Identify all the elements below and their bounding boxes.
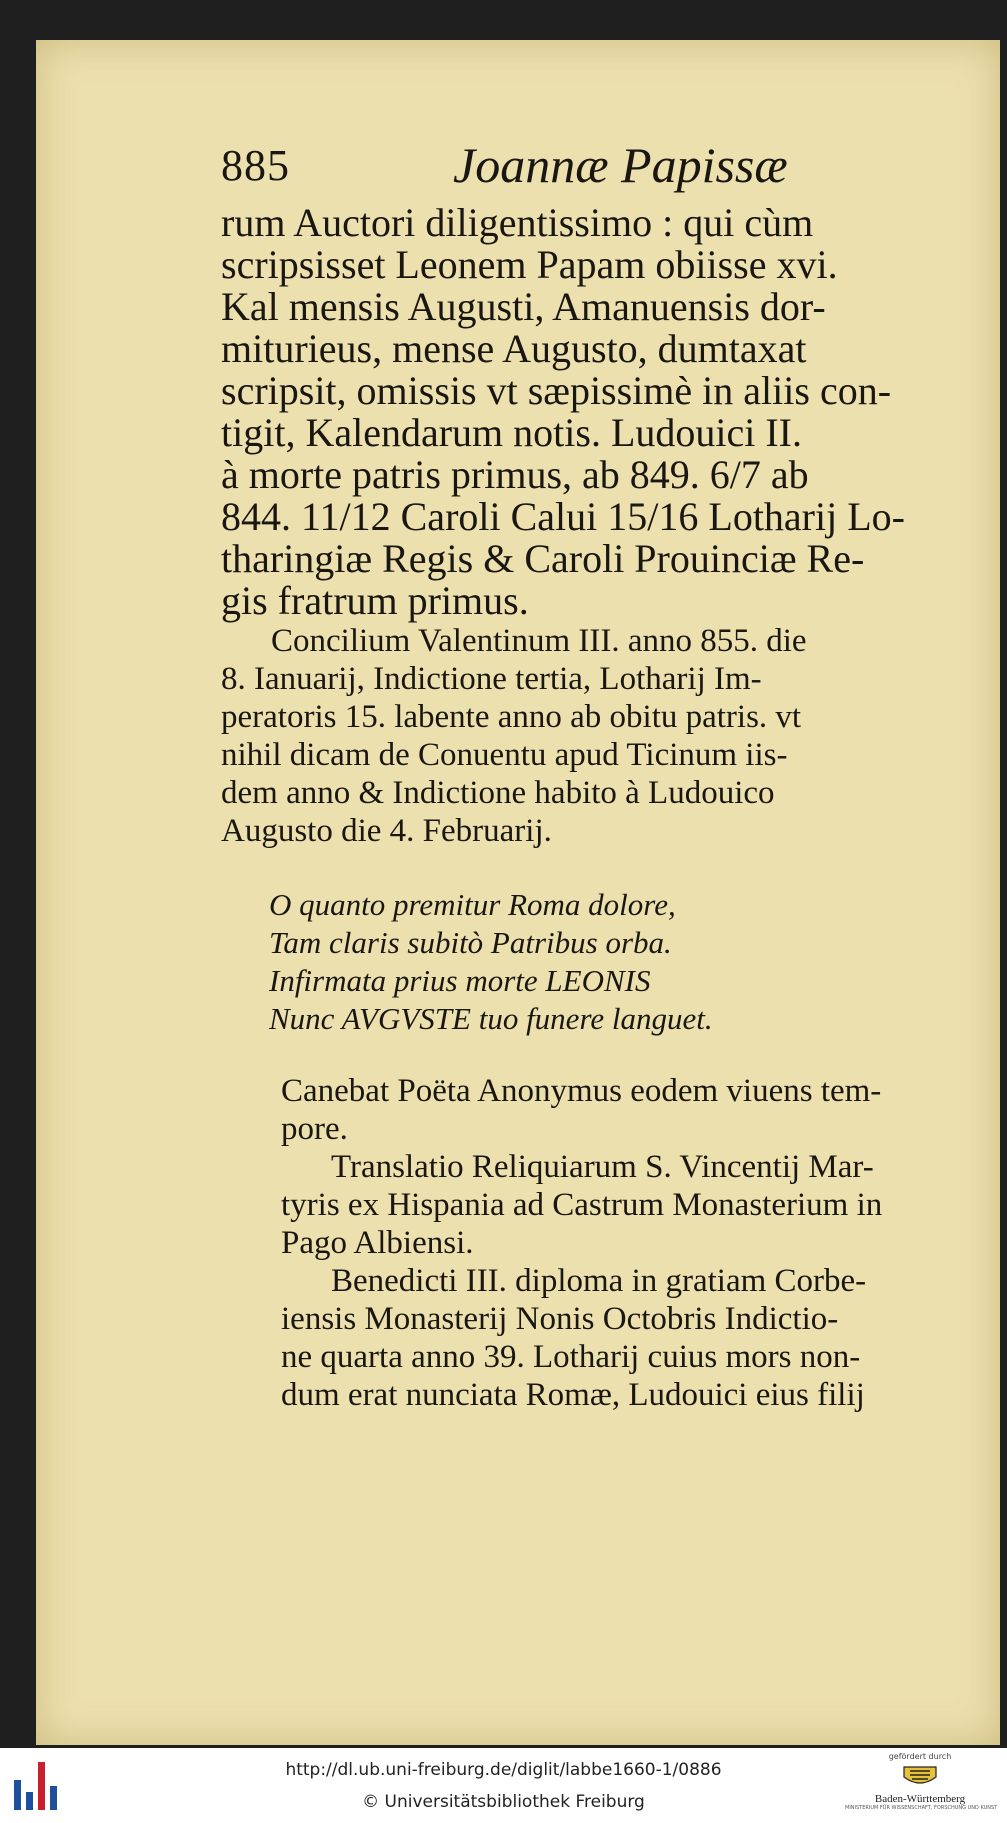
page-url-link[interactable]: http://dl.ub.uni-freiburg.de/diglit/labbe1660-1/0886	[285, 1760, 722, 1780]
state-crest-icon	[900, 1763, 940, 1789]
copyright-notice: © Universitätsbibliothek Freiburg	[362, 1792, 645, 1812]
sponsor-logo[interactable]	[845, 1752, 998, 1820]
text-line: dum erat nunciata Romæ, Ludouici eius filij	[281, 1377, 865, 1413]
text-line: iensis Monasterij Nonis Octobris Indictio-	[281, 1301, 839, 1337]
text-line: peratoris 15. labente anno ab obitu patris. vt	[221, 699, 802, 735]
text-line: Translatio Reliquiarum S. Vincentij Mar-	[331, 1149, 874, 1185]
text-line: ne quarta anno 39. Lotharij cuius mors non-	[281, 1339, 861, 1375]
sponsor-label: gefördert durch	[888, 1752, 952, 1761]
page-text-block	[221, 137, 981, 1640]
paragraph-3	[281, 1072, 981, 1414]
running-head: Joannæ Papissæ	[453, 137, 788, 193]
text-line: pore.	[281, 1111, 348, 1147]
text-line: tigit, Kalendarum notis. Ludouici II.	[221, 410, 802, 455]
verse-line: Tam claris subitò Patribus orba.	[269, 925, 672, 960]
text-line: dem anno & Indictione habito à Ludouico	[221, 775, 775, 811]
text-line: tyris ex Hispania ad Castrum Monasterium in	[281, 1187, 883, 1223]
text-line: rum Auctori diligentissimo : qui cùm	[221, 200, 814, 245]
verse-line: O quanto premitur Roma dolore,	[269, 887, 676, 922]
text-line: scripsit, omissis vt sæpissimè in aliis con-	[221, 368, 892, 413]
page-header	[221, 137, 981, 202]
text-line: miturieus, mense Augusto, dumtaxat	[221, 326, 807, 371]
paragraph-1	[221, 202, 981, 622]
paragraph-2	[221, 622, 981, 850]
text-line: Benedicti III. diploma in gratiam Corbe-	[331, 1263, 867, 1299]
text-line: scripsisset Leonem Papam obiisse xvi.	[221, 242, 838, 287]
viewer-footer	[0, 1748, 1007, 1823]
text-line: 8. Ianuarij, Indictione tertia, Lotharij Im-	[221, 661, 762, 697]
sponsor-name: Baden-Württemberg	[874, 1793, 966, 1805]
text-line: Augusto die 4. Februarij.	[221, 813, 552, 849]
text-line: à morte patris primus, ab 849. 6/7 ab	[221, 452, 809, 497]
text-line: Canebat Poëta Anonymus eodem viuens tem-	[281, 1073, 882, 1109]
book-page	[36, 40, 1000, 1745]
text-line: Kal mensis Augusti, Amanuensis dor-	[221, 284, 826, 329]
text-line: tharingiæ Regis & Caroli Prouinciæ Re-	[221, 536, 865, 581]
text-line: gis fratrum primus.	[221, 578, 529, 623]
text-line: Pago Albiensi.	[281, 1225, 474, 1261]
verse-line: Nunc AVGVSTE tuo funere languet.	[269, 1001, 713, 1036]
page-number: 885	[221, 141, 290, 190]
text-line: nihil dicam de Conuentu apud Ticinum iis-	[221, 737, 788, 773]
verse-line: Infirmata prius morte LEONIS	[269, 963, 651, 998]
verse-block	[269, 886, 981, 1038]
sponsor-ministry: MINISTERIUM FÜR WISSENSCHAFT, FORSCHUNG UND KUNST	[845, 1805, 998, 1811]
text-line: 844. 11/12 Caroli Calui 15/16 Lotharij Lo-	[221, 494, 905, 539]
text-line: Concilium Valentinum III. anno 855. die	[271, 623, 807, 659]
